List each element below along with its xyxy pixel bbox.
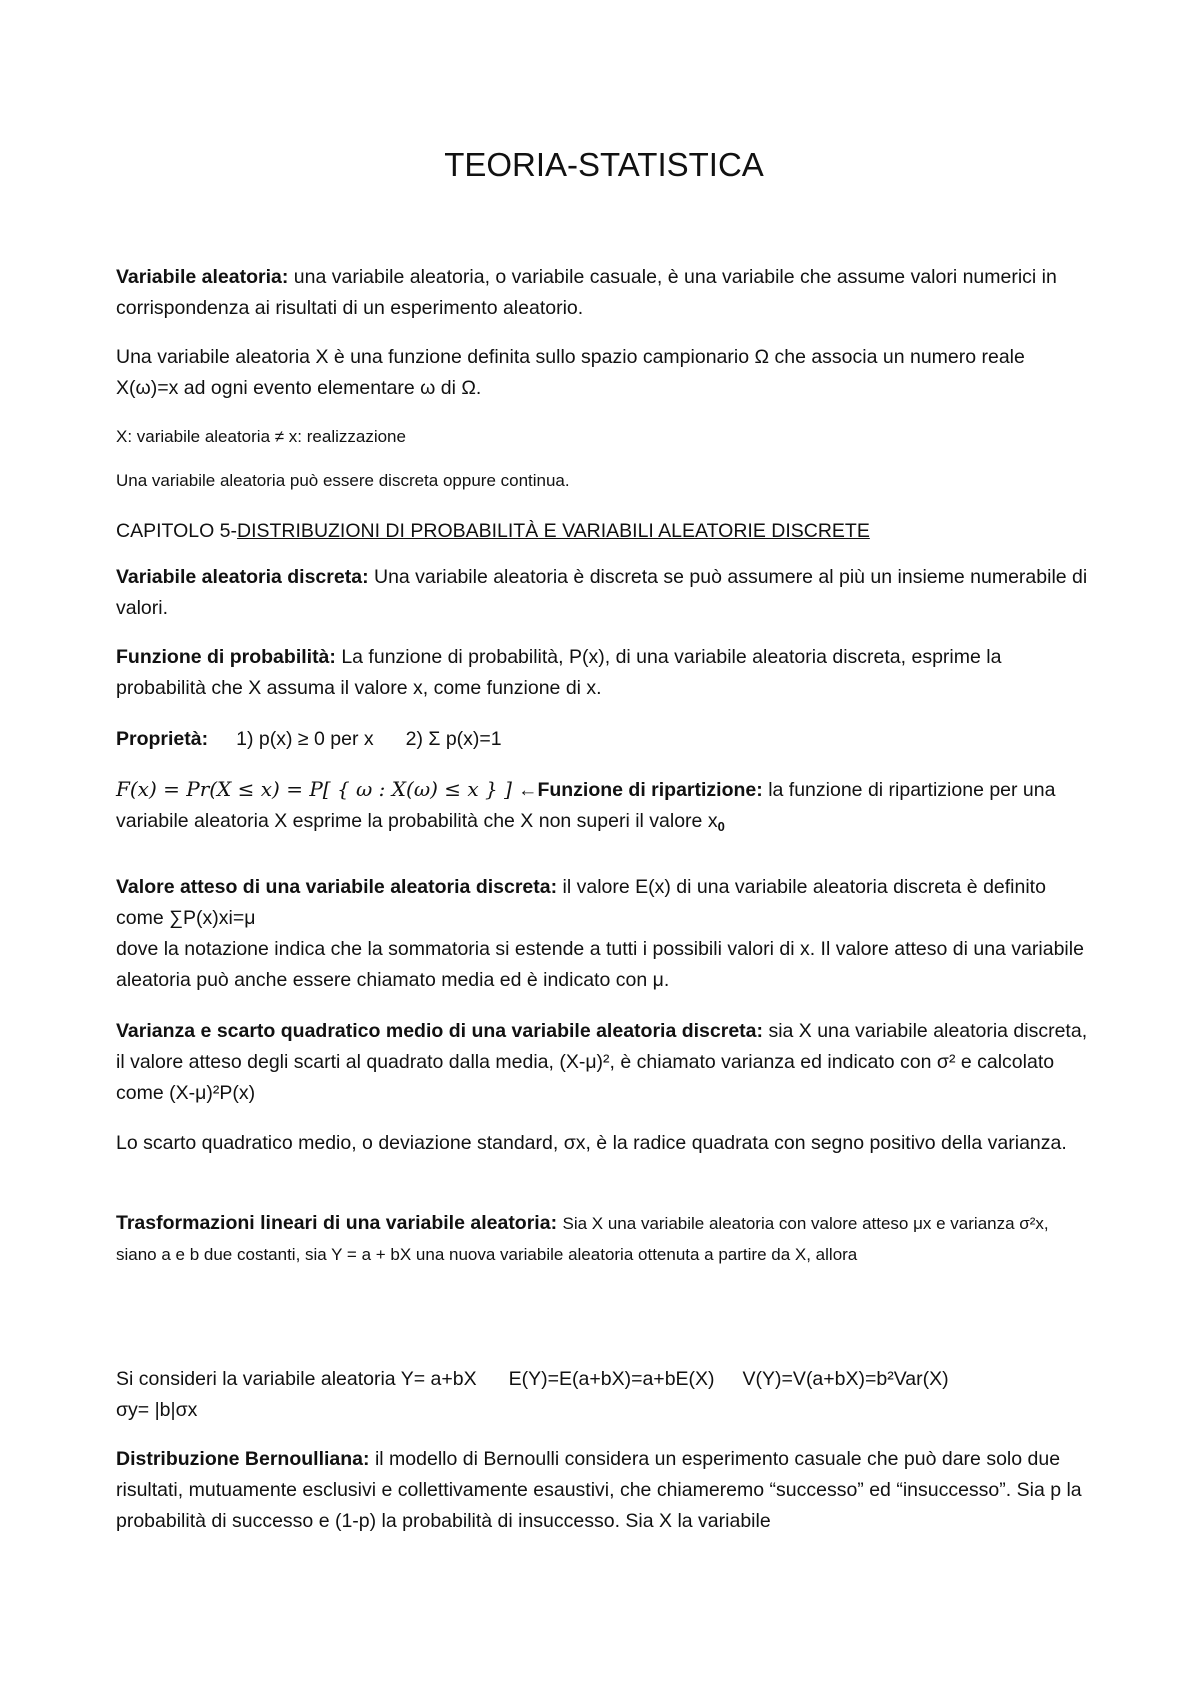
property-2: 2) Σ p(x)=1 [405, 728, 502, 750]
paragraph-text: Si consideri la variabile aleatoria Y= a+bX [116, 1368, 477, 1390]
arrow-icon: ← [517, 779, 538, 801]
paragraph-text: Sia X una variabile aleatoria con valore atteso μx e varianza σ²x, siano a e b due costanti, sia Y = a + bX una nuova variabile aleatoria ottenuta a partire da X, allora [116, 1214, 1049, 1264]
term-separator: : [550, 876, 563, 898]
paragraph-variabile-discreta [116, 562, 1092, 624]
paragraph-trasformazioni-lineari [116, 1208, 1092, 1270]
term-separator: : [363, 1448, 375, 1470]
term-label: Trasformazioni lineari di una variabile aleatoria [116, 1212, 551, 1234]
term-label: Variabile aleatoria [116, 266, 282, 288]
variance-formula: V(Y)=V(a+bX)=b²Var(X) [742, 1368, 949, 1390]
paragraph-varianza [116, 1016, 1092, 1109]
term-label: Funzione di ripartizione [537, 779, 757, 801]
chapter-heading [116, 516, 1092, 547]
term-label: Varianza e scarto quadratico medio di una variabile aleatoria discreta [116, 1020, 757, 1042]
term-label: Distribuzione Bernoulliana [116, 1448, 364, 1470]
term-label: Valore atteso di una variabile aleatoria discreta [116, 876, 551, 898]
chapter-prefix: CAPITOLO 5- [116, 520, 238, 542]
term-separator: : [756, 1020, 769, 1042]
chapter-title: DISTRIBUZIONI DI PROBABILITÀ E VARIABILI ALEATORIE DISCRETE [237, 520, 870, 542]
term-label: Proprietà [116, 728, 202, 750]
term-separator: : [550, 1212, 563, 1234]
property-1: 1) p(x) ≥ 0 per x [236, 728, 374, 750]
paragraph-text: il valore E(x) di una variabile aleatoria discreta è definito come ∑P(x)xi=μ [116, 876, 1046, 929]
paragraph-notazione: X: variabile aleatoria ≠ x: realizzazione [116, 427, 406, 446]
term-separator: : [362, 566, 374, 588]
paragraph-variabile-aleatoria [116, 262, 1092, 324]
paragraph-funzione-probabilita [116, 642, 1092, 704]
paragraph-funzione-ripartizione [116, 774, 1092, 842]
paragraph-text: il modello di Bernoulli considera un esperimento casuale che può dare solo due risultati, mutuamente esclusivi e collettivamente esaustivi, che chiameremo “successo” ed “insuccesso”. Sia p la probabilità di successo e (1-p) la probabilità di insuccesso. Sia X la variabile [116, 1448, 1082, 1532]
paragraph-trasformazione-y [116, 1364, 1092, 1426]
paragraph-definizione-x: Una variabile aleatoria X è una funzione definita sullo spazio campionario Ω che associa un numero reale X(ω)=x ad ogni evento elementare ω di Ω. [116, 346, 1025, 399]
paragraph-valore-atteso [116, 872, 1092, 996]
paragraph-text: una variabile aleatoria, o variabile casuale, è una variabile che assume valori numerici in corrispondenza ai risultati di un esperimento aleatorio. [116, 266, 1057, 319]
paragraph-text: la funzione di ripartizione per una variabile aleatoria X esprime la probabilità che X non superi il valore x [116, 779, 1056, 832]
term-separator: : [201, 728, 209, 750]
term-label: Funzione di probabilità [116, 646, 330, 668]
paragraph-text: Una variabile aleatoria è discreta se può assumere al più un insieme numerabile di valori. [116, 566, 1088, 619]
paragraph-scarto-quadratico: Lo scarto quadratico medio, o deviazione standard, σx, è la radice quadrata con segno positivo della varianza. [116, 1132, 1067, 1154]
term-label: Variabile aleatoria discreta [116, 566, 363, 588]
paragraph-proprieta [116, 724, 1092, 755]
paragraph-text: sia X una variabile aleatoria discreta, il valore atteso degli scarti al quadrato dalla media, (X-μ)², è chiamato varianza ed indicato con σ² e calcolato come (X-μ)²P(x) [116, 1020, 1088, 1104]
subscript: 0 [717, 819, 725, 834]
std-formula: σy= |b|σx [116, 1399, 198, 1421]
cdf-formula: F(x) = Pr(X ≤ x) = P[ { ω : X(ω) ≤ x } ] [116, 777, 512, 801]
term-separator: : [281, 266, 294, 288]
term-separator: : [329, 646, 342, 668]
term-separator: : [756, 779, 769, 801]
paragraph-text: La funzione di probabilità, P(x), di una variabile aleatoria discreta, esprime la probabilità che X assuma il valore x, come funzione di x. [116, 646, 1002, 699]
page-title: TEORIA-STATISTICA [444, 146, 764, 183]
paragraph-bernoulli [116, 1444, 1092, 1537]
paragraph-discreta-continua: Una variabile aleatoria può essere discreta oppure continua. [116, 471, 570, 490]
paragraph-text-continued: dove la notazione indica che la sommatoria si estende a tutti i possibili valori di x. Il valore atteso di una variabile aleatoria può anche essere chiamato media ed è indicato con μ. [116, 938, 1084, 991]
expectation-formula: E(Y)=E(a+bX)=a+bE(X) [508, 1368, 715, 1390]
